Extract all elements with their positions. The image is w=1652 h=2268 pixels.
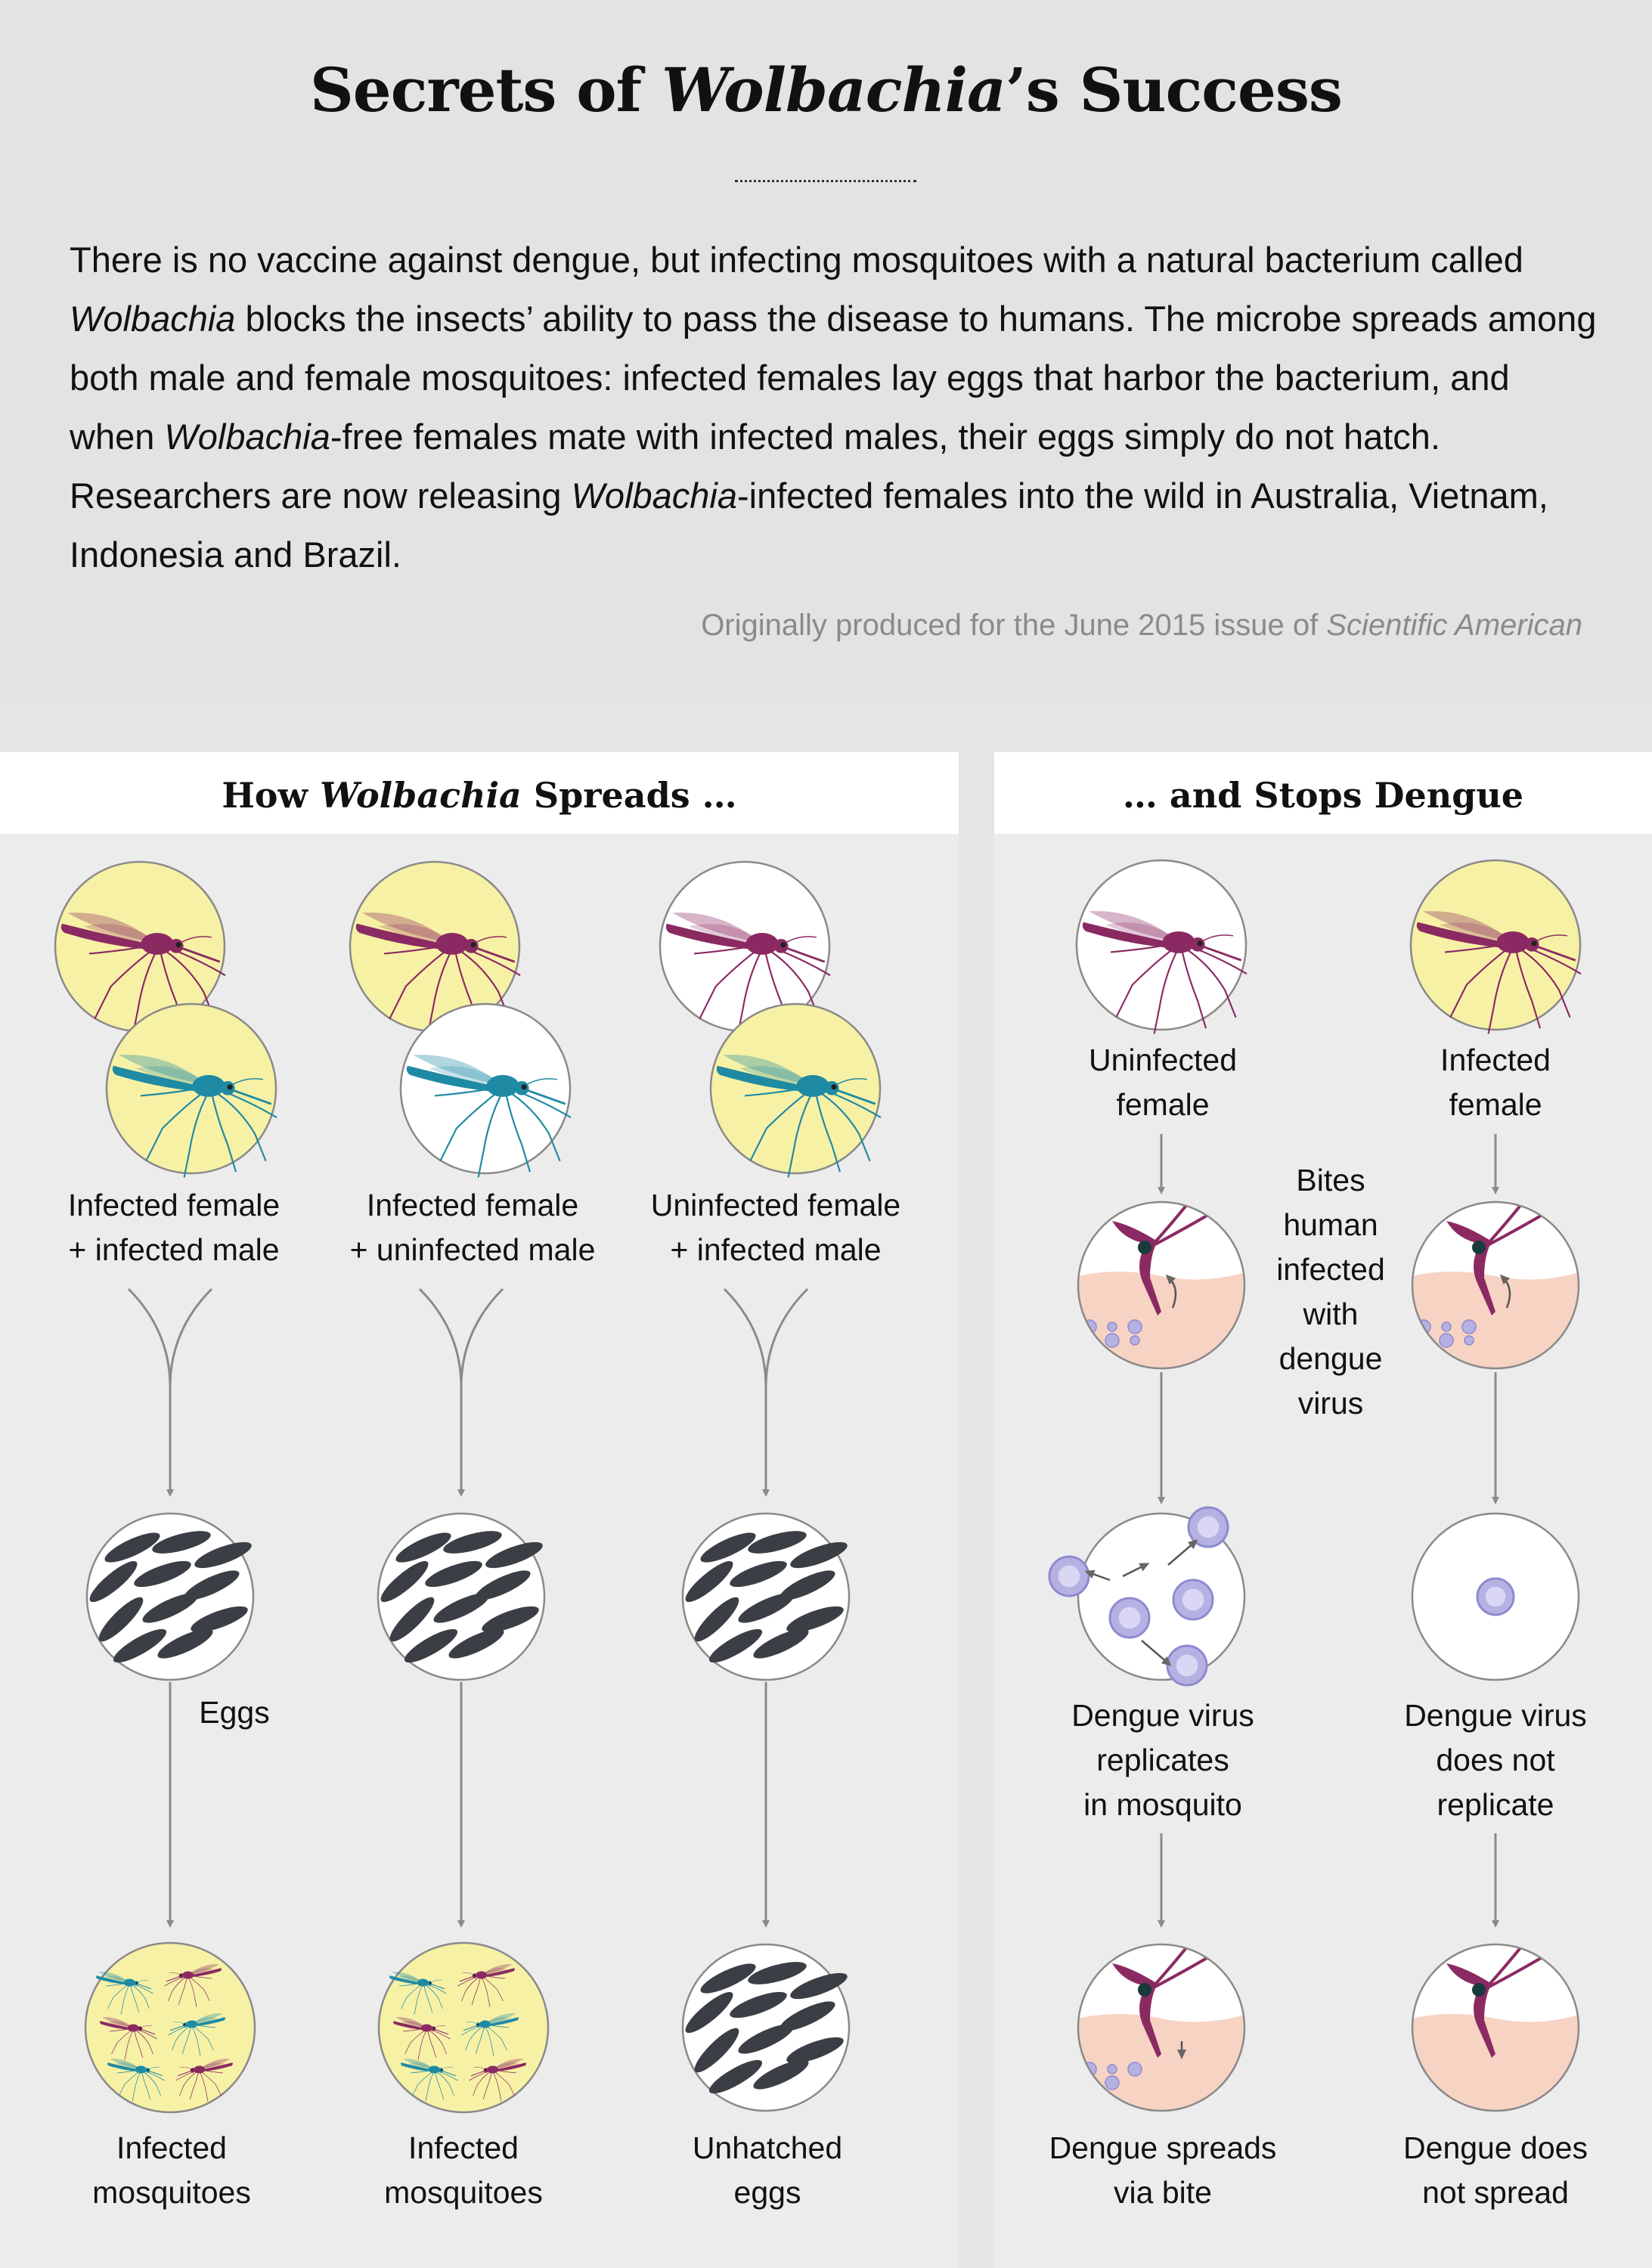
intro-italic-term: Wolbachia [571,476,738,516]
virus-icon [1108,1322,1117,1331]
male-mosquito-circle [401,1004,571,1177]
stops-middle-label-2: Dengue virus does not replicate [1404,1698,1587,1822]
virus-icon [1085,1336,1094,1345]
virus-icon [1108,2065,1117,2074]
intro-text: There is no vaccine against dengue, but infecting mosquitoes with a natural bacterium called [70,240,1523,280]
virus-icon [1105,2076,1119,2090]
stops-top-label-2: Infected female [1440,1043,1551,1122]
merge-arrow [724,1289,807,1387]
pair-label-2: Infected female + uninfected male [349,1188,596,1267]
stops-middle-label-1: Dengue virus replicates in mosquito [1071,1698,1254,1822]
eggs-circle [680,1514,850,1680]
intro-italic-term: Wolbachia [70,299,236,339]
virus-not-replicating-circle [1412,1514,1579,1680]
virus-icon [1128,2062,1142,2076]
result-label-2: Infected mosquitoes [384,2130,543,2210]
eggs-circle [85,1514,254,1680]
skin-icon [1071,2012,1252,2118]
dengue-not-spread-circle [1405,1922,1586,2118]
intro-text: -infected females into the wild in Australia, Vietnam, Indonesia and Brazil. [70,476,1548,575]
male-mosquito-circle [711,1004,881,1177]
virus-icon [1440,1334,1453,1347]
skin-icon [1405,2012,1586,2118]
infected-mosquitoes-circle [85,1943,255,2112]
stops-bottom-label-2: Dengue does not spread [1403,2130,1588,2210]
result-label-3: Unhatched eggs [692,2130,843,2210]
virus-icon [1464,1336,1474,1345]
spread-panel-title: How Wolbachia Spreads … [222,775,737,816]
uninfected-female-circle [1077,860,1247,1033]
virus-icon [1462,1320,1476,1334]
intro-text: -free females mate with infected males, their eggs simply do not hatch. Researchers are now releasing [70,417,1441,516]
virus-replicating-circle [1049,1507,1244,1685]
infected-mosquitoes-circle [379,1943,548,2112]
eggs-label: Eggs [199,1695,270,1730]
merge-arrow [420,1289,503,1387]
stops-bottom-label-1: Dengue spreads via bite [1049,2130,1277,2210]
pair-label-3: Uninfected female + infected male [650,1188,901,1267]
virus-icon [1128,1320,1142,1334]
stops-panel-title: … and Stops Dengue [1122,775,1524,816]
bites-label: Bites human infected with dengue virus [1276,1163,1385,1421]
pair-label-1: Infected female + infected male [67,1188,280,1267]
intro-text: blocks the insects’ ability to pass the disease to humans. The microbe spreads among both male and female mosquitoes: infected females lay eggs that harbor the bacterium, and when [70,299,1597,457]
intro-italic-term: Wolbachia [164,417,330,457]
infected-female-circle [1411,860,1581,1033]
stops-top-label-1: Uninfected female [1088,1043,1237,1122]
merge-arrow [129,1289,212,1387]
result-label-1: Infected mosquitoes [92,2130,251,2210]
dengue-spreads-circle [1071,1922,1252,2118]
male-mosquito-circle [107,1004,277,1177]
credit-line: Originally produced for the June 2015 issue of Scientific American [701,609,1582,642]
unhatched-eggs-circle [680,1944,850,2111]
virus-icon [1085,2078,1094,2087]
virus-icon [1105,1334,1119,1347]
virus-icon [1130,1336,1139,1345]
virus-icon [1442,1322,1451,1331]
eggs-circle [376,1514,545,1680]
page-title: Secrets of Wolbachia’s Success [310,54,1342,125]
